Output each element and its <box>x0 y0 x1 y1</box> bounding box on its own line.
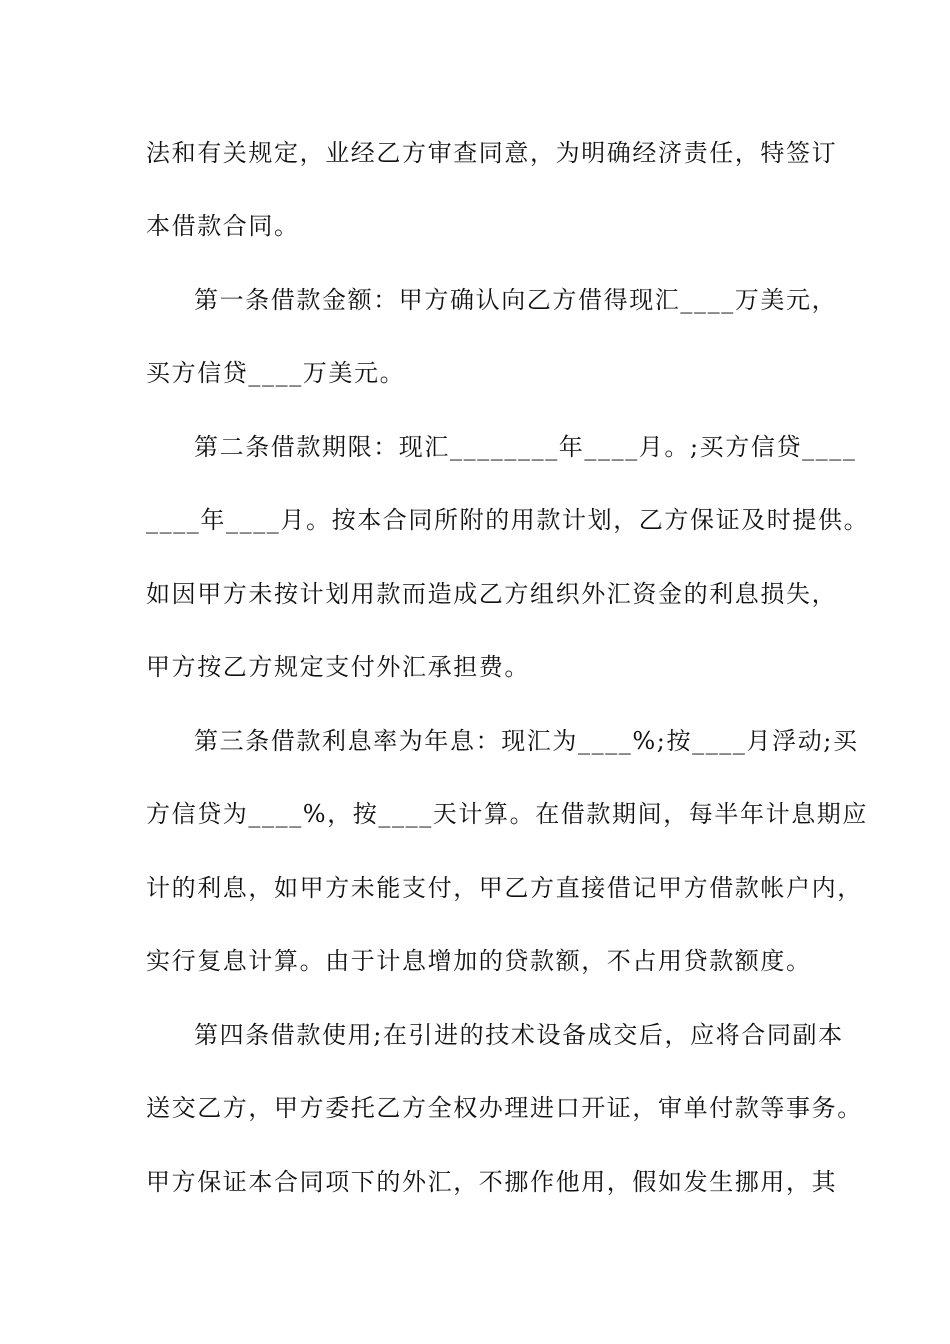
article-3-heading-line: 第三条借款利息率为年息：现汇为____%;按____月浮动;买 <box>194 727 859 755</box>
text-line: 买方信贷____万美元。 <box>146 359 406 387</box>
text-line: 甲方按乙方规定支付外汇承担费。 <box>146 653 530 681</box>
article-2-heading-line: 第二条借款期限：现汇________年____月。;买方信贷____ <box>194 433 857 461</box>
text-line: 送交乙方，甲方委托乙方全权办理进口开证，审单付款等事务。 <box>146 1094 863 1122</box>
text-line: 如因甲方未按计划用款而造成乙方组织外汇资金的利息损失， <box>146 580 838 608</box>
text-line: 法和有关规定，业经乙方审查同意，为明确经济责任，特签订 <box>146 139 838 167</box>
text-line: ____年____月。按本合同所附的用款计划，乙方保证及时提供。 <box>146 506 870 534</box>
article-4-heading-line: 第四条借款使用;在引进的技术设备成交后，应将合同副本 <box>194 1021 844 1049</box>
text-line: 本借款合同。 <box>146 212 300 240</box>
article-1-heading-line: 第一条借款金额：甲方确认向乙方借得现汇____万美元， <box>194 286 838 314</box>
text-line: 方信贷为____%，按____天计算。在借款期间，每半年计息期应 <box>146 800 869 828</box>
text-line: 计的利息，如甲方未能支付，甲乙方直接借记甲方借款帐户内， <box>146 874 863 902</box>
text-line: 实行复息计算。由于计息增加的贷款额，不占用贷款额度。 <box>146 947 812 975</box>
text-line: 甲方保证本合同项下的外汇，不挪作他用，假如发生挪用，其 <box>146 1168 838 1196</box>
